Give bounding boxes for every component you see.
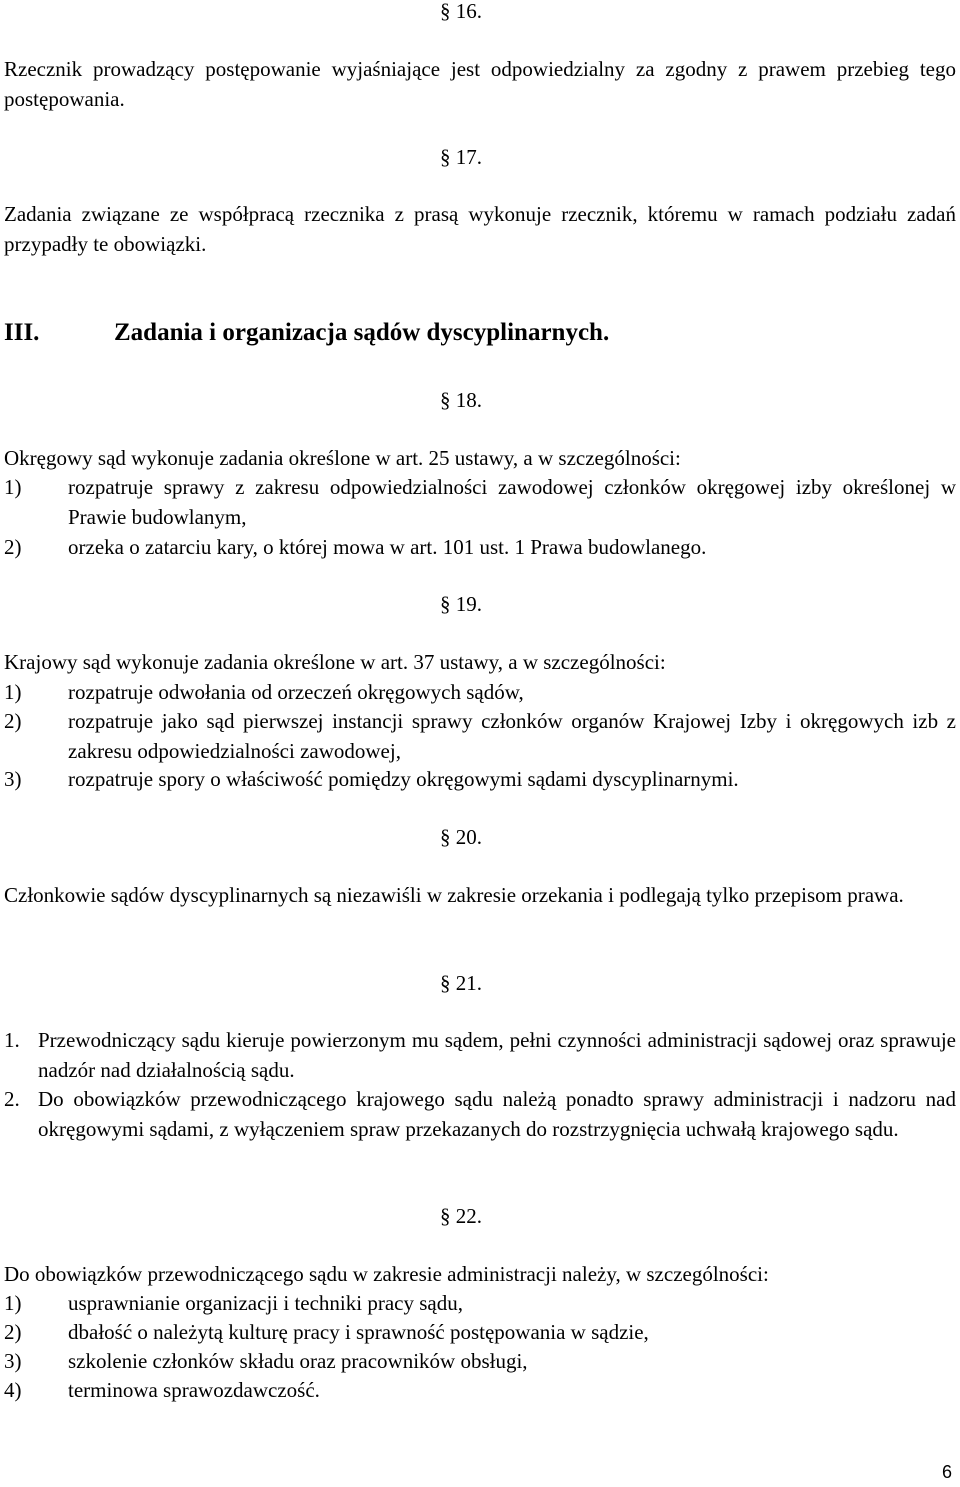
section-19-mark: § 19. <box>440 592 482 616</box>
page-number: 6 <box>941 1462 952 1482</box>
list-item <box>4 532 956 562</box>
list-item <box>4 1025 956 1085</box>
list-item-number: 1) <box>4 475 22 499</box>
list-item-text: usprawnianie organizacji i techniki pracy sądu, <box>68 1291 463 1315</box>
list-item-text: rozpatruje spory o właściwość pomiędzy okręgowymi sądami dyscyplinarnymi. <box>68 767 739 791</box>
list-item-number: 1. <box>4 1028 20 1052</box>
section-17-text: Zadania związane ze współpracą rzecznika z prasą wykonuje rzecznik, któremu w ramach podziału zadań przypadły te obowiązki. <box>4 202 956 256</box>
list-item-number: 1) <box>4 680 22 704</box>
chapter-heading <box>4 318 609 348</box>
section-21-mark: § 21. <box>440 971 482 995</box>
section-16-text: Rzecznik prowadzący postępowanie wyjaśniające jest odpowiedzialny za zgodny z prawem przebieg tego postępowania. <box>4 57 956 111</box>
list-item-number: 2. <box>4 1087 20 1111</box>
list-item <box>4 1288 956 1318</box>
list-item-text: orzeka o zatarciu kary, o której mowa w art. 101 ust. 1 Prawa budowlanego. <box>68 535 707 559</box>
list-item <box>4 1346 956 1376</box>
list-item-number: 1) <box>4 1291 22 1315</box>
list-item-text: rozpatruje jako sąd pierwszej instancji sprawy członków organów Krajowej Izby i okręgowych izb z zakresu odpowiedzialności zawodowej, <box>68 709 956 763</box>
list-item <box>4 1375 956 1405</box>
list-item-number: 2) <box>4 535 22 559</box>
section-20-text: Członkowie sądów dyscyplinarnych są niezawiśli w zakresie orzekania i podlegają tylko przepisom prawa. <box>4 883 904 907</box>
list-item-text: rozpatruje odwołania od orzeczeń okręgowych sądów, <box>68 680 524 704</box>
list-item-text: Przewodniczący sądu kieruje powierzonym mu sądem, pełni czynności administracji sądowej oraz sprawuje nadzór nad działalnością sądu. <box>38 1028 956 1082</box>
section-16-mark: § 16. <box>440 0 482 23</box>
list-item-text: dbałość o należytą kulturę pracy i sprawność postępowania w sądzie, <box>68 1320 649 1344</box>
list-item-text: terminowa sprawozdawczość. <box>68 1378 320 1402</box>
section-22-mark: § 22. <box>440 1204 482 1228</box>
section-20-mark: § 20. <box>440 825 482 849</box>
list-item <box>4 764 956 794</box>
section-18-intro: Okręgowy sąd wykonuje zadania określone w art. 25 ustawy, a w szczególności: <box>4 446 681 470</box>
list-item-text: szkolenie członków składu oraz pracowników obsługi, <box>68 1349 528 1373</box>
chapter-title: Zadania i organizacja sądów dyscyplinarnych. <box>114 319 610 346</box>
list-item <box>4 472 956 532</box>
section-22-intro: Do obowiązków przewodniczącego sądu w zakresie administracji należy, w szczególności: <box>4 1262 769 1286</box>
section-19-intro: Krajowy sąd wykonuje zadania określone w art. 37 ustawy, a w szczególności: <box>4 650 666 674</box>
list-item-number: 3) <box>4 1349 22 1373</box>
list-item-text: Do obowiązków przewodniczącego krajowego sądu należą ponadto sprawy administracji i nadzoru nad okręgowymi sądami, z wyłączeniem spraw przekazanych do rozstrzygnięcia uchwałą krajowego sądu. <box>38 1087 956 1141</box>
section-17-mark: § 17. <box>440 145 482 169</box>
list-item-number: 2) <box>4 1320 22 1344</box>
list-item <box>4 1084 956 1144</box>
section-18-mark: § 18. <box>440 388 482 412</box>
list-item-number: 3) <box>4 767 22 791</box>
list-item-number: 4) <box>4 1378 22 1402</box>
list-item <box>4 1317 956 1347</box>
list-item <box>4 706 956 766</box>
list-item-number: 2) <box>4 709 22 733</box>
chapter-number: III. <box>4 319 40 346</box>
list-item-text: rozpatruje sprawy z zakresu odpowiedzialności zawodowej członków okręgowej izby określonej w Prawie budowlanym, <box>68 475 956 529</box>
list-item <box>4 677 956 707</box>
